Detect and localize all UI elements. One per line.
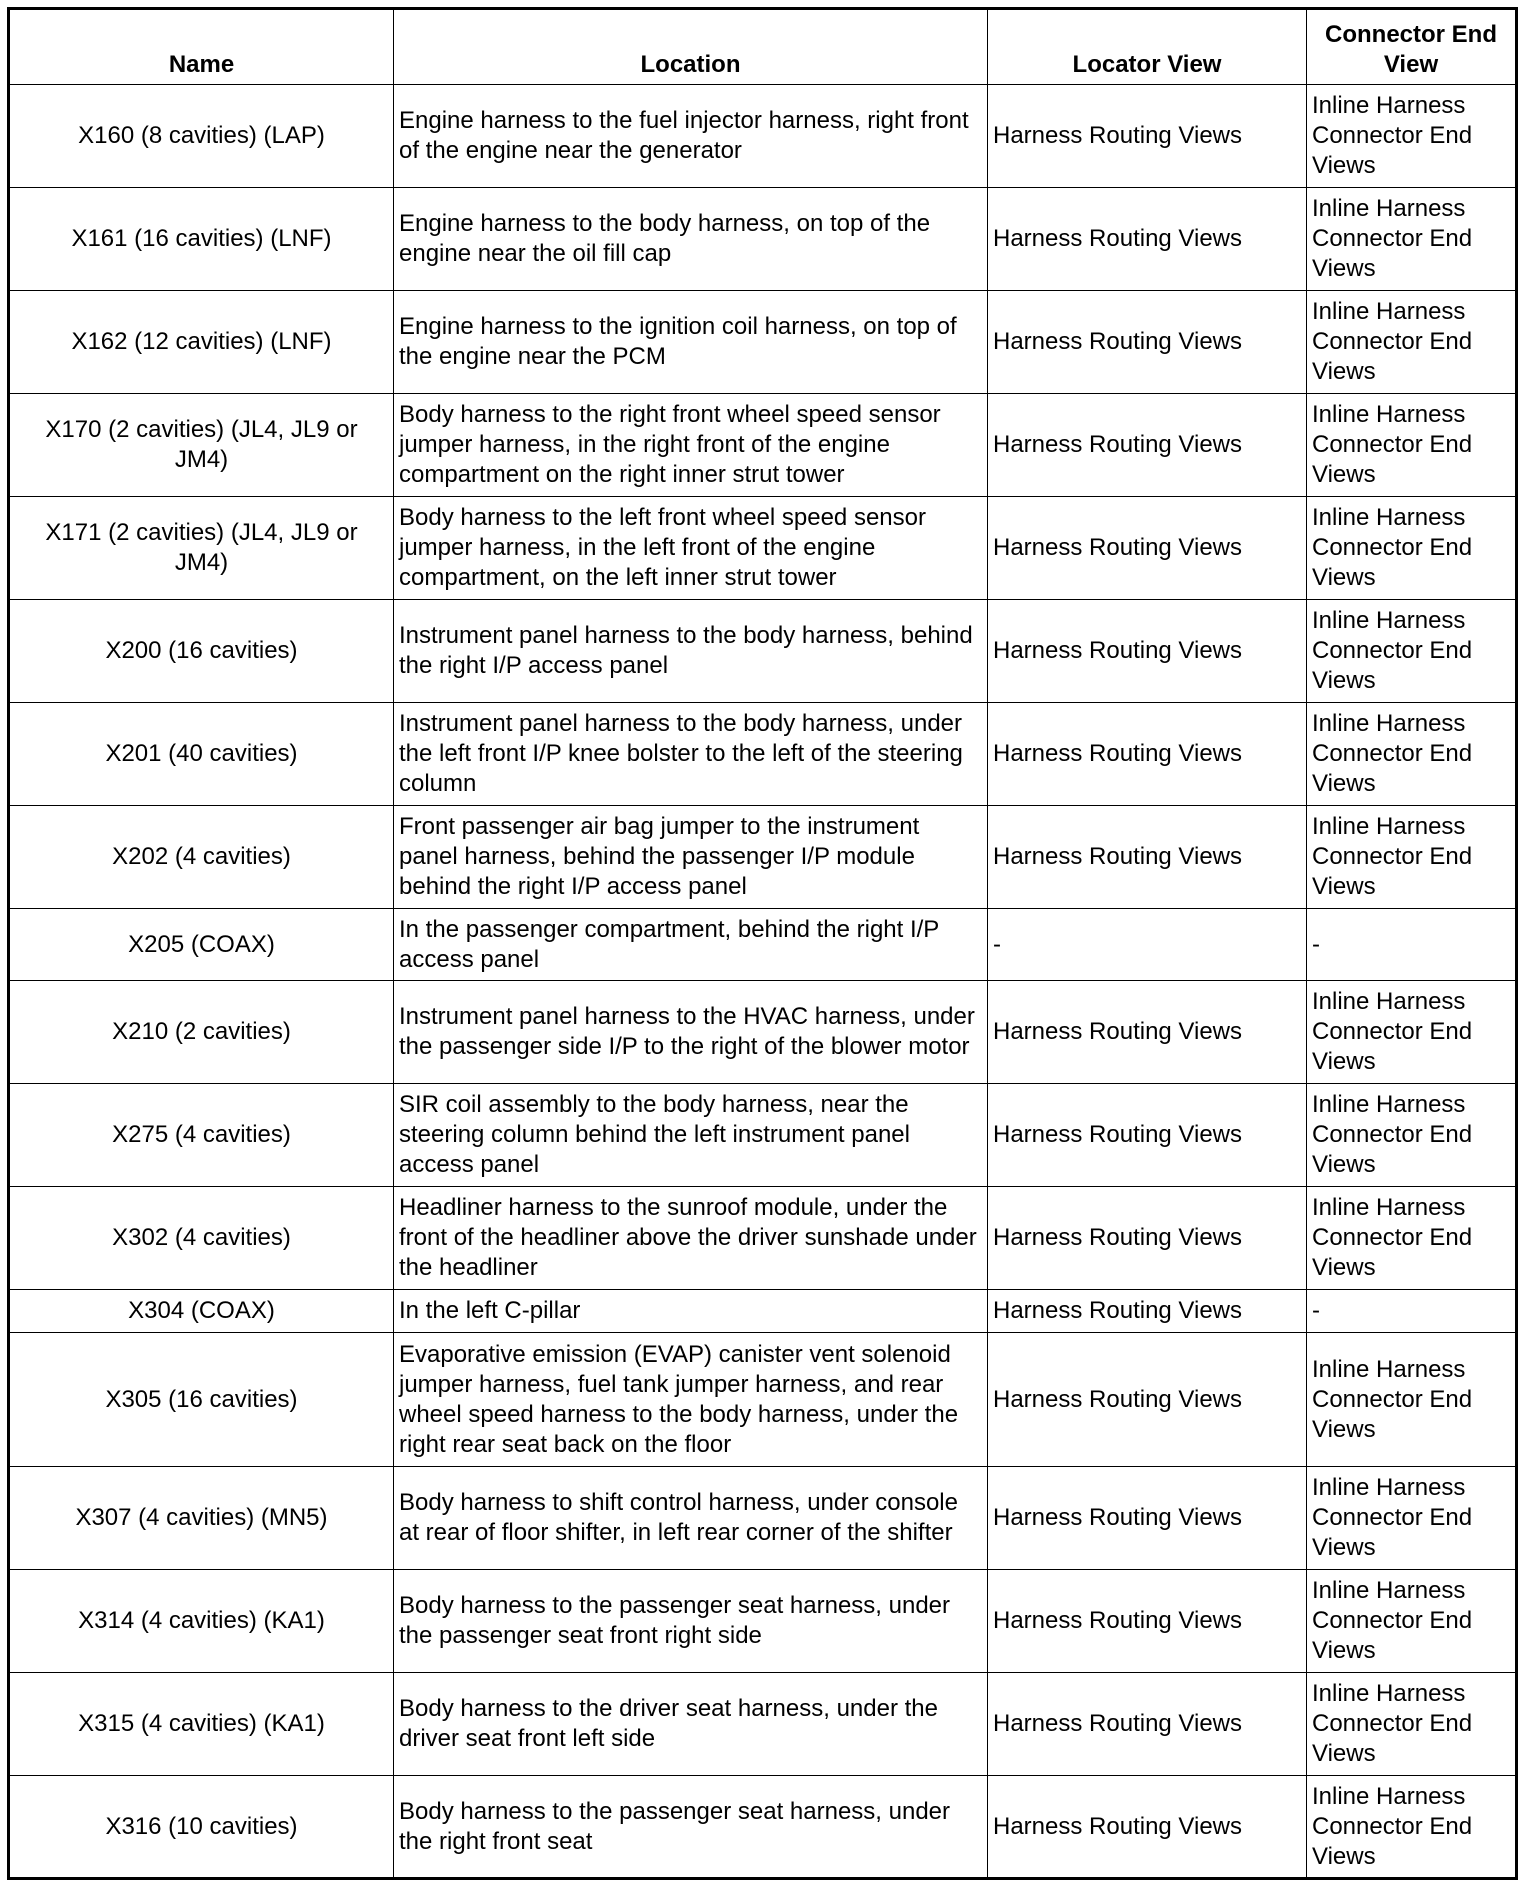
connector-name-cell: X205 (COAX) [9, 909, 394, 981]
header-row [9, 9, 1517, 85]
connector-end-view-cell: Inline Harness Connector End Views [1307, 394, 1517, 497]
connector-name-cell: X302 (4 cavities) [9, 1187, 394, 1290]
location-cell: Body harness to the left front wheel speed sensor jumper harness, in the left front of the engine compartment, on the left inner strut tower [394, 497, 988, 600]
locator-view-cell: Harness Routing Views [988, 981, 1307, 1084]
table-body [9, 85, 1517, 1879]
table-row [9, 1570, 1517, 1673]
locator-view-cell: Harness Routing Views [988, 188, 1307, 291]
connector-end-view-cell: - [1307, 1290, 1517, 1333]
table-row [9, 981, 1517, 1084]
table-row [9, 1333, 1517, 1467]
location-cell: Engine harness to the body harness, on top of the engine near the oil fill cap [394, 188, 988, 291]
table-row [9, 291, 1517, 394]
connector-name-cell: X202 (4 cavities) [9, 806, 394, 909]
connector-name-cell: X160 (8 cavities) (LAP) [9, 85, 394, 188]
locator-view-cell: Harness Routing Views [988, 497, 1307, 600]
table-row [9, 1467, 1517, 1570]
table-row [9, 1187, 1517, 1290]
table-row [9, 1084, 1517, 1187]
connector-name-cell: X304 (COAX) [9, 1290, 394, 1333]
locator-view-cell: Harness Routing Views [988, 394, 1307, 497]
location-cell: Body harness to the driver seat harness, under the driver seat front left side [394, 1673, 988, 1776]
connector-end-view-cell: Inline Harness Connector End Views [1307, 1776, 1517, 1879]
connector-name-cell: X171 (2 cavities) (JL4, JL9 or JM4) [9, 497, 394, 600]
location-cell: Instrument panel harness to the body harness, behind the right I/P access panel [394, 600, 988, 703]
table-row [9, 600, 1517, 703]
location-cell: Engine harness to the ignition coil harness, on top of the engine near the PCM [394, 291, 988, 394]
locator-view-cell: Harness Routing Views [988, 1570, 1307, 1673]
table-row [9, 1776, 1517, 1879]
table-row [9, 497, 1517, 600]
connector-end-view-cell: Inline Harness Connector End Views [1307, 1084, 1517, 1187]
location-cell: Body harness to the right front wheel speed sensor jumper harness, in the right front of the engine compartment on the right inner strut tower [394, 394, 988, 497]
table-row [9, 1290, 1517, 1333]
location-cell: Engine harness to the fuel injector harness, right front of the engine near the generator [394, 85, 988, 188]
location-cell: Evaporative emission (EVAP) canister vent solenoid jumper harness, fuel tank jumper harness, and rear wheel speed harness to the body harness, under the right rear seat back on the floor [394, 1333, 988, 1467]
locator-view-cell: Harness Routing Views [988, 806, 1307, 909]
locator-view-cell: Harness Routing Views [988, 1673, 1307, 1776]
locator-view-cell: Harness Routing Views [988, 85, 1307, 188]
connector-name-cell: X316 (10 cavities) [9, 1776, 394, 1879]
connector-name-cell: X307 (4 cavities) (MN5) [9, 1467, 394, 1570]
location-cell: In the passenger compartment, behind the right I/P access panel [394, 909, 988, 981]
connector-end-view-cell: - [1307, 909, 1517, 981]
location-cell: Instrument panel harness to the body harness, under the left front I/P knee bolster to the left of the steering column [394, 703, 988, 806]
location-cell: SIR coil assembly to the body harness, near the steering column behind the left instrument panel access panel [394, 1084, 988, 1187]
connector-end-view-cell: Inline Harness Connector End Views [1307, 600, 1517, 703]
locator-view-cell: Harness Routing Views [988, 1467, 1307, 1570]
table-row [9, 703, 1517, 806]
connector-end-view-cell: Inline Harness Connector End Views [1307, 806, 1517, 909]
location-cell: Headliner harness to the sunroof module, under the front of the headliner above the driver sunshade under the headliner [394, 1187, 988, 1290]
locator-view-cell: - [988, 909, 1307, 981]
table-row [9, 188, 1517, 291]
connector-end-view-cell: Inline Harness Connector End Views [1307, 497, 1517, 600]
connector-table [7, 7, 1518, 1880]
table-row [9, 1673, 1517, 1776]
connector-name-cell: X210 (2 cavities) [9, 981, 394, 1084]
connector-end-view-cell: Inline Harness Connector End Views [1307, 1187, 1517, 1290]
connector-end-view-cell: Inline Harness Connector End Views [1307, 1333, 1517, 1467]
connector-name-cell: X314 (4 cavities) (KA1) [9, 1570, 394, 1673]
header-name: Name [9, 9, 394, 85]
locator-view-cell: Harness Routing Views [988, 291, 1307, 394]
header-locator-view: Locator View [988, 9, 1307, 85]
connector-name-cell: X200 (16 cavities) [9, 600, 394, 703]
connector-name-cell: X275 (4 cavities) [9, 1084, 394, 1187]
location-cell: Front passenger air bag jumper to the instrument panel harness, behind the passenger I/P module behind the right I/P access panel [394, 806, 988, 909]
locator-view-cell: Harness Routing Views [988, 703, 1307, 806]
connector-name-cell: X161 (16 cavities) (LNF) [9, 188, 394, 291]
connector-end-view-cell: Inline Harness Connector End Views [1307, 188, 1517, 291]
connector-end-view-cell: Inline Harness Connector End Views [1307, 981, 1517, 1084]
table-row [9, 806, 1517, 909]
connector-name-cell: X162 (12 cavities) (LNF) [9, 291, 394, 394]
connector-name-cell: X305 (16 cavities) [9, 1333, 394, 1467]
locator-view-cell: Harness Routing Views [988, 1776, 1307, 1879]
connector-end-view-cell: Inline Harness Connector End Views [1307, 85, 1517, 188]
locator-view-cell: Harness Routing Views [988, 1084, 1307, 1187]
connector-end-view-cell: Inline Harness Connector End Views [1307, 1570, 1517, 1673]
table-header [9, 9, 1517, 85]
location-cell: Instrument panel harness to the HVAC harness, under the passenger side I/P to the right of the blower motor [394, 981, 988, 1084]
connector-name-cell: X170 (2 cavities) (JL4, JL9 or JM4) [9, 394, 394, 497]
connector-name-cell: X201 (40 cavities) [9, 703, 394, 806]
locator-view-cell: Harness Routing Views [988, 1333, 1307, 1467]
locator-view-cell: Harness Routing Views [988, 1187, 1307, 1290]
connector-end-view-cell: Inline Harness Connector End Views [1307, 1467, 1517, 1570]
locator-view-cell: Harness Routing Views [988, 600, 1307, 703]
connector-end-view-cell: Inline Harness Connector End Views [1307, 291, 1517, 394]
location-cell: Body harness to shift control harness, under console at rear of floor shifter, in left rear corner of the shifter [394, 1467, 988, 1570]
table-row [9, 394, 1517, 497]
table-row [9, 909, 1517, 981]
header-location: Location [394, 9, 988, 85]
location-cell: In the left C-pillar [394, 1290, 988, 1333]
connector-end-view-cell: Inline Harness Connector End Views [1307, 1673, 1517, 1776]
header-connector-end-view: Connector End View [1307, 9, 1517, 85]
connector-end-view-cell: Inline Harness Connector End Views [1307, 703, 1517, 806]
connector-name-cell: X315 (4 cavities) (KA1) [9, 1673, 394, 1776]
table-row [9, 85, 1517, 188]
locator-view-cell: Harness Routing Views [988, 1290, 1307, 1333]
location-cell: Body harness to the passenger seat harness, under the right front seat [394, 1776, 988, 1879]
location-cell: Body harness to the passenger seat harness, under the passenger seat front right side [394, 1570, 988, 1673]
